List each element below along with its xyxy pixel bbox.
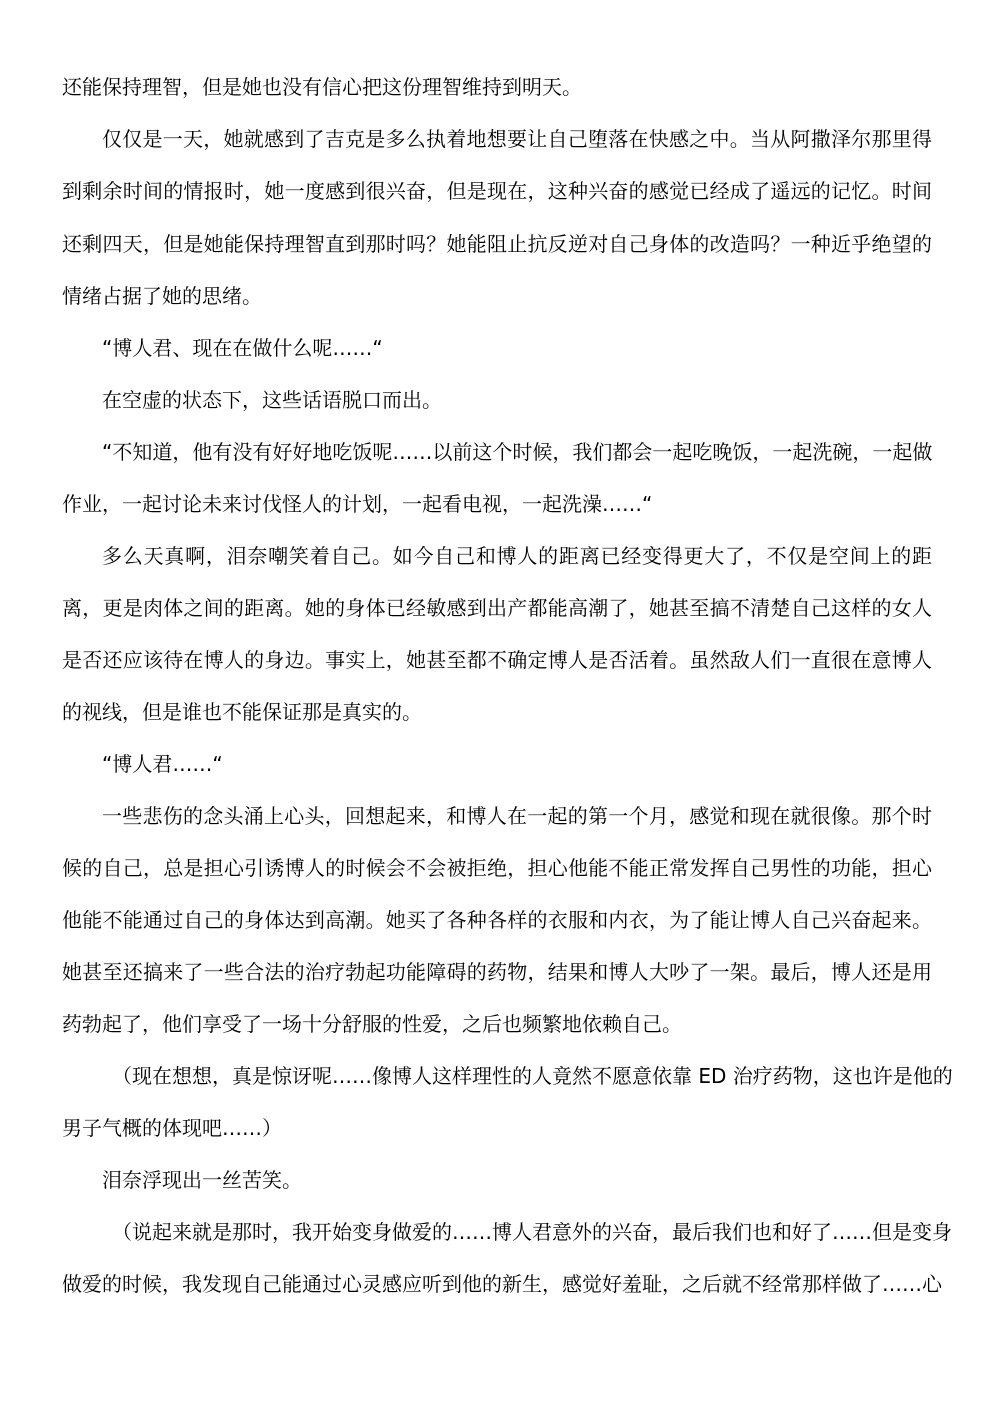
text-line: 仅仅是一天，她就感到了吉克是多么执着地想要让自己堕落在快感之中。当从阿撒泽尔那里得 xyxy=(102,127,932,151)
text-line: 药勃起了，他们享受了一场十分舒服的性爱，之后也频繁地依赖自己。 xyxy=(62,1012,682,1036)
text-line: 在空虚的状态下，这些话语脱口而出。 xyxy=(102,388,442,412)
text-line: （说起来就是那时，我开始变身做爱的……博人君意外的兴奋，最后我们也和好了……但是变身 xyxy=(112,1220,952,1244)
text-line: 泪奈浮现出一丝苦笑。 xyxy=(102,1168,302,1192)
text-line: “博人君、现在在做什么呢……“ xyxy=(102,336,383,360)
text-line: 多么天真啊，泪奈嘲笑着自己。如今自己和博人的距离已经变得更大了，不仅是空间上的距 xyxy=(102,544,932,568)
text-line: 一些悲伤的念头涌上心头，回想起来，和博人在一起的第一个月，感觉和现在就很像。那个时 xyxy=(102,804,932,828)
text-line: 他能不能通过自己的身体达到高潮。她买了各种各样的衣服和内衣，为了能让博人自己兴奋起来。 xyxy=(62,908,932,932)
text-line: 是否还应该待在博人的身边。事实上，她甚至都不确定博人是否活着。虽然敌人们一直很在意博人 xyxy=(62,648,932,672)
text-line: 还剩四天，但是她能保持理智直到那时吗？她能阻止抗反逆对自己身体的改造吗？一种近乎绝望的 xyxy=(62,232,932,256)
text-line: “博人君……“ xyxy=(102,752,223,776)
text-line: 到剩余时间的情报时，她一度感到很兴奋，但是现在，这种兴奋的感觉已经成了遥远的记忆。时间 xyxy=(62,179,932,203)
text-line: 离，更是肉体之间的距离。她的身体已经敏感到出产都能高潮了，她甚至搞不清楚自己这样的女人 xyxy=(62,596,932,620)
text-line: 做爱的时候，我发现自己能通过心灵感应听到他的新生，感觉好羞耻，之后就不经常那样做了……心 xyxy=(62,1272,942,1296)
text-line: 作业，一起讨论未来讨伐怪人的计划，一起看电视，一起洗澡……“ xyxy=(62,492,653,516)
text-line: 男子气概的体现吧……） xyxy=(62,1116,282,1140)
text-line: 情绪占据了她的思绪。 xyxy=(62,284,262,308)
text-line: 的视线，但是谁也不能保证那是真实的。 xyxy=(62,700,422,724)
text-line: 候的自己，总是担心引诱博人的时候会不会被拒绝，担心他能不能正常发挥自己男性的功能，担心 xyxy=(62,856,932,880)
text-line: 还能保持理智，但是她也没有信心把这份理智维持到明天。 xyxy=(62,75,582,99)
text-line: “不知道，他有没有好好地吃饭呢……以前这个时候，我们都会一起吃晚饭，一起洗碗，一起做 xyxy=(102,440,933,464)
text-line: 她甚至还搞来了一些合法的治疗勃起功能障碍的药物，结果和博人大吵了一架。最后，博人还是用 xyxy=(62,960,932,984)
text-line: （现在想想，真是惊讶呢……像博人这样理性的人竟然不愿意依靠 ED 治疗药物，这也许是他的 xyxy=(112,1064,953,1088)
